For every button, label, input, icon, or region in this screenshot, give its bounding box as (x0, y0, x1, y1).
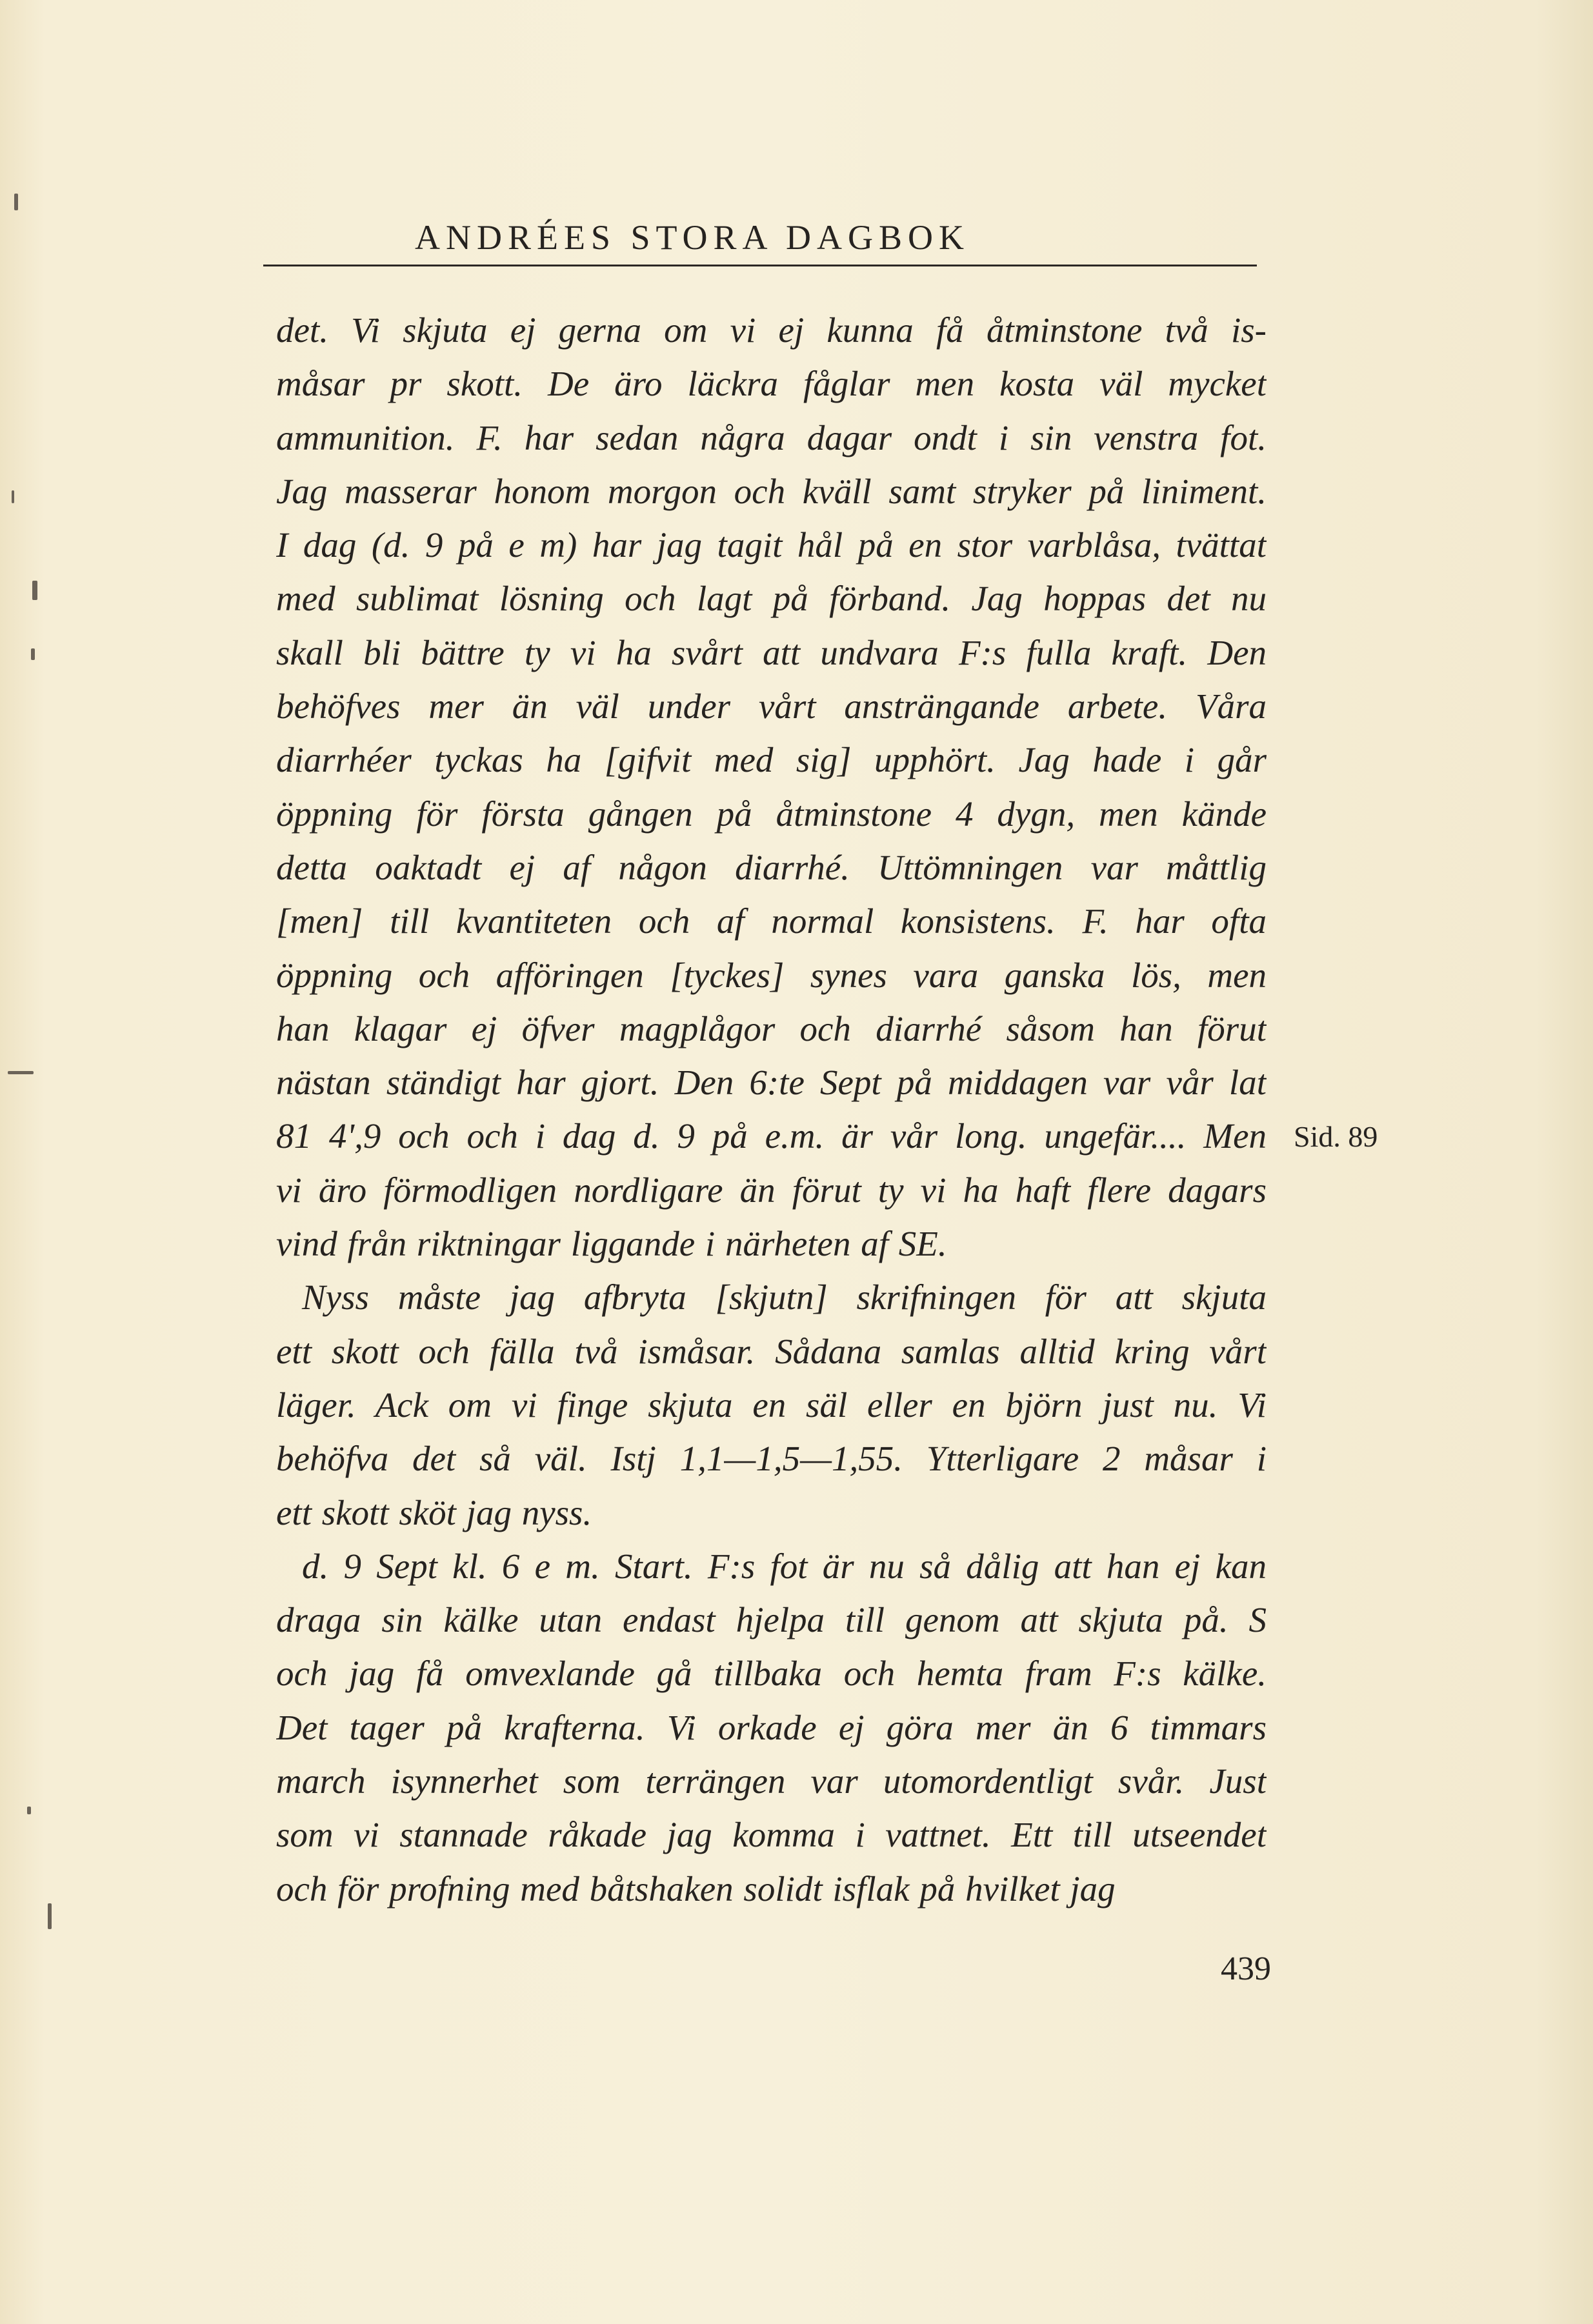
edge-speck (12, 490, 14, 503)
text-line: behöfva det så väl. Istj 1,1—1,5—1,55. Ytterligare 2 måsar i (276, 1439, 1267, 1479)
text-line: march isynnerhet som terrängen var utomordentligt svår. Just (276, 1761, 1267, 1801)
text-line: behöfves mer än väl under vårt ansträngande arbete. Våra (276, 686, 1267, 726)
text-line: vind från riktningar liggande i närheten af SE. (276, 1224, 947, 1264)
running-header: ANDRÉES STORA DAGBOK (414, 218, 970, 257)
text-line: draga sin kälke utan endast hjelpa till genom att skjuta på. S (276, 1600, 1267, 1640)
text-line: skall bli bättre ty vi ha svårt att undvara F:s fulla kraft. Den (276, 632, 1267, 672)
edge-speck (32, 581, 37, 600)
text-line: Nyss måste jag afbryta [skjutn] skrifningen för att skjuta (302, 1277, 1267, 1317)
text-line: det. Vi skjuta ej gerna om vi ej kunna få åtminstone två is- (276, 310, 1267, 350)
text-line: och jag få omvexlande gå tillbaka och hemta fram F:s kälke. (276, 1654, 1267, 1694)
text-line: diarrhéer tyckas ha [gifvit med sig] upphört. Jag hade i går (276, 740, 1267, 780)
text-line: med sublimat lösning och lagt på förband. Jag hoppas det nu (276, 579, 1267, 619)
edge-speck (27, 1807, 31, 1814)
text-line: Det tager på krafterna. Vi orkade ej göra mer än 6 timmars (276, 1707, 1267, 1747)
edge-speck (14, 194, 18, 210)
text-line: vi äro förmodligen nordligare än förut ty vi ha haft flere dagars (276, 1170, 1267, 1210)
edge-speck (8, 1071, 34, 1074)
text-line: nästan ständigt har gjort. Den 6:te Sept på middagen var vår lat (276, 1063, 1267, 1103)
header-rule (263, 265, 1257, 266)
text-line: ett skott sköt jag nyss. (276, 1492, 592, 1532)
text-line: och för profning med båtshaken solidt isflak på hvilket jag (276, 1868, 1116, 1908)
text-line: han klagar ej öfver magplågor och diarrhé såsom han förut (276, 1008, 1267, 1048)
text-line: ett skott och fälla två ismåsar. Sådana samlas alltid kring vårt (276, 1331, 1267, 1371)
text-line: I dag (d. 9 på e m) har jag tagit hål på en stor varblåsa, tvättat (276, 525, 1267, 565)
text-line: detta oaktadt ej af någon diarrhé. Uttömningen var måttlig (276, 847, 1267, 887)
text-line: ammunition. F. har sedan några dagar ondt i sin venstra fot. (276, 417, 1267, 457)
text-line: 81 4',9 och och i dag d. 9 på e.m. är vår long. ungefär.... Men (276, 1116, 1267, 1156)
edge-speck (31, 648, 35, 660)
text-line: Jag masserar honom morgon och kväll samt stryker på liniment. (276, 471, 1267, 511)
text-line: läger. Ack om vi finge skjuta en säl eller en björn just nu. Vi (276, 1385, 1267, 1425)
text-line: måsar pr skott. De äro läckra fåglar men kosta väl mycket (276, 364, 1267, 404)
text-line: som vi stannade råkade jag komma i vattnet. Ett till utseendet (276, 1815, 1267, 1855)
text-line: öppning för första gången på åtminstone 4 dygn, men kände (276, 794, 1267, 834)
body-text (276, 303, 1267, 1916)
text-line: öppning och afföringen [tyckes] synes vara ganska lös, men (276, 955, 1267, 995)
margin-note: Sid. 89 (1294, 1120, 1378, 1153)
text-line: d. 9 Sept kl. 6 e m. Start. F:s fot är nu så dålig att han ej kan (302, 1546, 1267, 1586)
text-line: [men] till kvantiteten och af normal konsistens. F. har ofta (276, 901, 1267, 941)
page-number: 439 (1221, 1950, 1271, 1987)
edge-speck (48, 1903, 52, 1929)
